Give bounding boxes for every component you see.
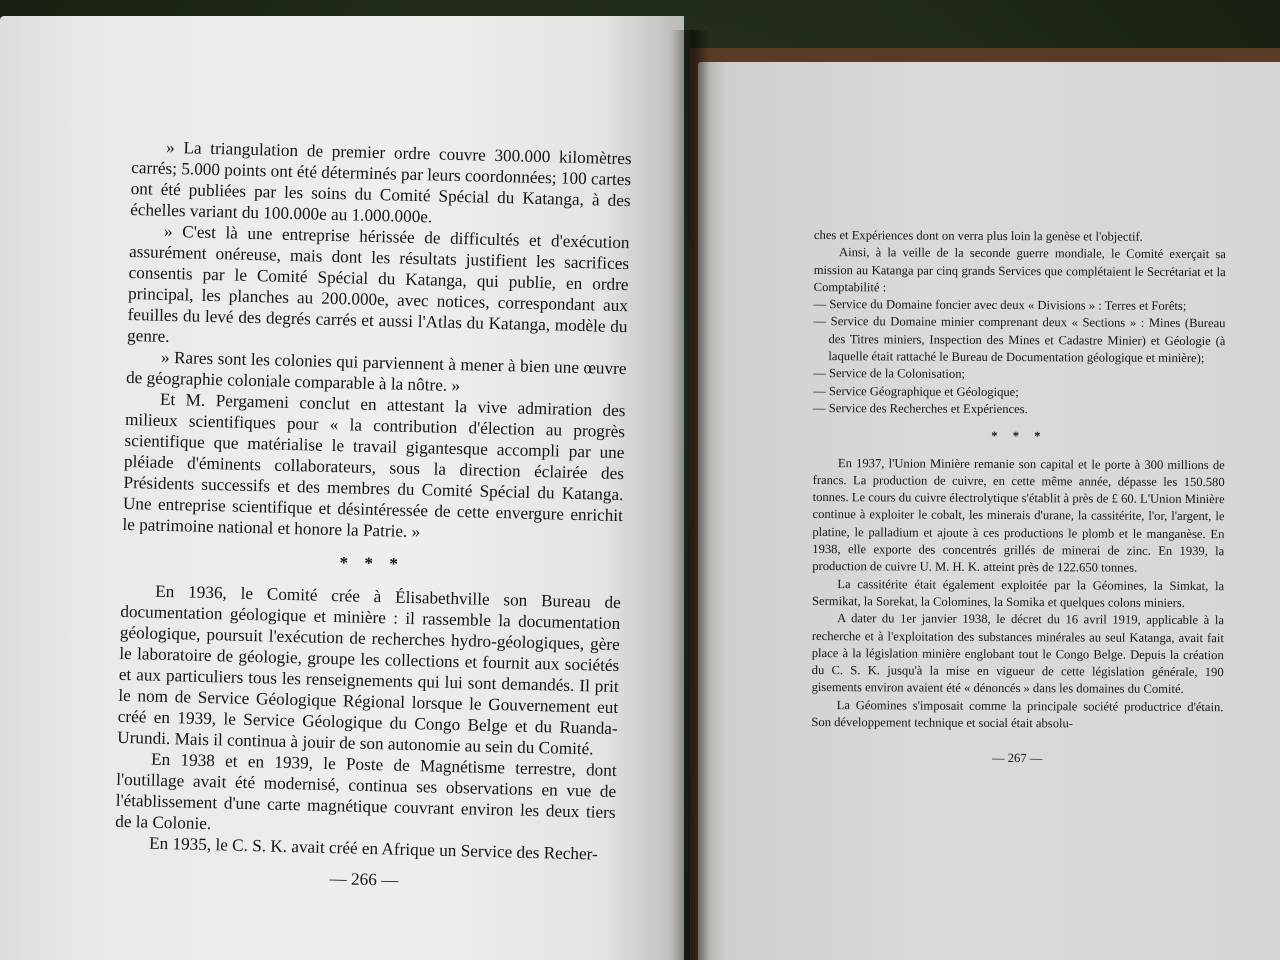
paragraph: Ainsi, à la veille de la seconde guerre mondiale, le Comité exerçait sa mission au Katanga par cinq grands Services que complétaient le Secrétariat et la Comptabilité :	[813, 245, 1226, 295]
list-item: — Service du Domaine minier comprenant deux « Sections » : Mines (Bureau des Titres miniers, Inspection des Mines et Cadastre Minier) et Géologie (à laquelle était rattaché le Bureau de Documentation géologique et minière);	[813, 314, 1226, 366]
list-item: — Service des Recherches et Expériences.	[813, 400, 1028, 417]
paragraph: » Rares sont les colonies qui parviennent à mener à bien une œuvre de géographie coloniale comparable à la nôtre. »	[125, 347, 627, 396]
paragraph: ches et Expériences dont on verra plus loin la genèse et l'objectif.	[813, 227, 1143, 244]
page-number: — 267 —	[991, 751, 1043, 766]
page-number: — 266 —	[329, 869, 399, 890]
paragraph: En 1937, l'Union Minière remanie son capital et le porte à 300 millions de francs. La production de cuivre, en cette même année, dépasse les 150.580 tonnes. Le cours du cuivre électrolytique s'établit à près de £ 60. L'Union Minière continue à exploiter le cobalt, les minerais d'urane, la cassitérite, l'or, l'argent, le platine, le palladium et ajoute à ces productions le plomb et le manganèse. En 1938, elle exporte des concentrés grillés de minerai de zinc. En 1939, la production de cuivre U. M. H. K. atteint près de 122.650 tonnes.	[812, 455, 1225, 576]
paragraph: En 1938 et en 1939, le Poste de Magnétisme terrestre, dont l'outillage avait été modernisé, continua ses observations en vue de l'établissement d'une carte magnétique couvrant environ les deux tiers de la Colonie.	[115, 749, 617, 834]
paragraph: A dater du 1er janvier 1938, le décret du 16 avril 1919, applicable à la recherche et à l'exploitation des substances minérales au seul Katanga, avait fait place à la législation minière englobant tout le Congo Belge. Depuis la création du C. S. K. jusqu'à la mise en vigueur de cette législation générale, 190 gisements environ avaient été « dénoncés » dans les domaines du Comité.	[811, 611, 1224, 697]
left-page	[0, 16, 684, 960]
paragraph: En 1935, le C. S. K. avait créé en Afrique un Service des Recher-	[148, 833, 598, 864]
section-ornament: * * *	[991, 429, 1047, 444]
list-item: — Service de la Colonisation;	[813, 366, 966, 382]
paragraph: La Géomines s'imposait comme la principale société productrice d'étain. Son développement technique et social était absolu-	[811, 697, 1224, 731]
list-item: — Service du Domaine foncier avec deux « Divisions » : Terres et Forêts;	[813, 297, 1187, 314]
left-page-text	[114, 136, 632, 896]
paragraph: Et M. Pergameni conclut en attestant la vive admiration des milieux scientifiques pour « la contribution d'élection au progrès scientifique que matérialise le travail gigantesque accompli par une pléiade d'éminents collaborateurs, sous la direction éclairée des Présidents successifs et des membres du Comité Spécial du Katanga. Une entreprise scientifique et désintéressée de cette envergure enrichit le patrimoine national et honore la Patrie. »	[122, 389, 626, 542]
paragraph: La cassitérite était également exploitée par la Géomines, la Simkat, la Sermikat, la Sorekat, la Colomines, la Somika et quelques colons miniers.	[812, 576, 1225, 610]
book-spine-shadow	[670, 30, 710, 960]
paragraph: » La triangulation de premier ordre couvre 300.000 kilomètres carrés; 5.000 points ont été déterminés par leurs coordonnées; 100 cartes ont été publiées par les soins du Comité Spécial du Katanga, à des échelles variant du 100.000e au 1.000.000e.	[129, 137, 632, 227]
paragraph: En 1936, le Comité crée à Élisabethville son Bureau de documentation géologique et minière : il rassemble la documentation géologique, poursuit l'exécution de recherches hydro-géologiques, gère le laboratoire de géologie, groupe les collections et fournit aux sociétés et aux particuliers tous les renseignements qui lui sont demandés. Il prit le nom de Service Géologique Régional lorsque le Gouvernement eut créé en 1939, le Service Géologique du Congo Belge et du Ruanda-Urundi. Mais il continua à jouir de son autonomie au sein du Comité.	[117, 581, 621, 759]
right-page-text	[811, 227, 1226, 769]
paragraph: » C'est là une entreprise hérissée de difficultés et d'exécution assurément onéreuse, mais dont les résultats justifient les sacrifices consentis par le Comité Spécial du Katanga, qui publie, en ordre principal, les planches au 200.000e, avec notices, correspondant aux feuilles du levé des degrés carrés et aussi l'Atlas du Katanga, modèle du genre.	[126, 221, 630, 346]
list-item: — Service Géographique et Géologique;	[813, 383, 1019, 399]
right-page	[698, 62, 1280, 960]
section-ornament: * * *	[339, 553, 405, 574]
